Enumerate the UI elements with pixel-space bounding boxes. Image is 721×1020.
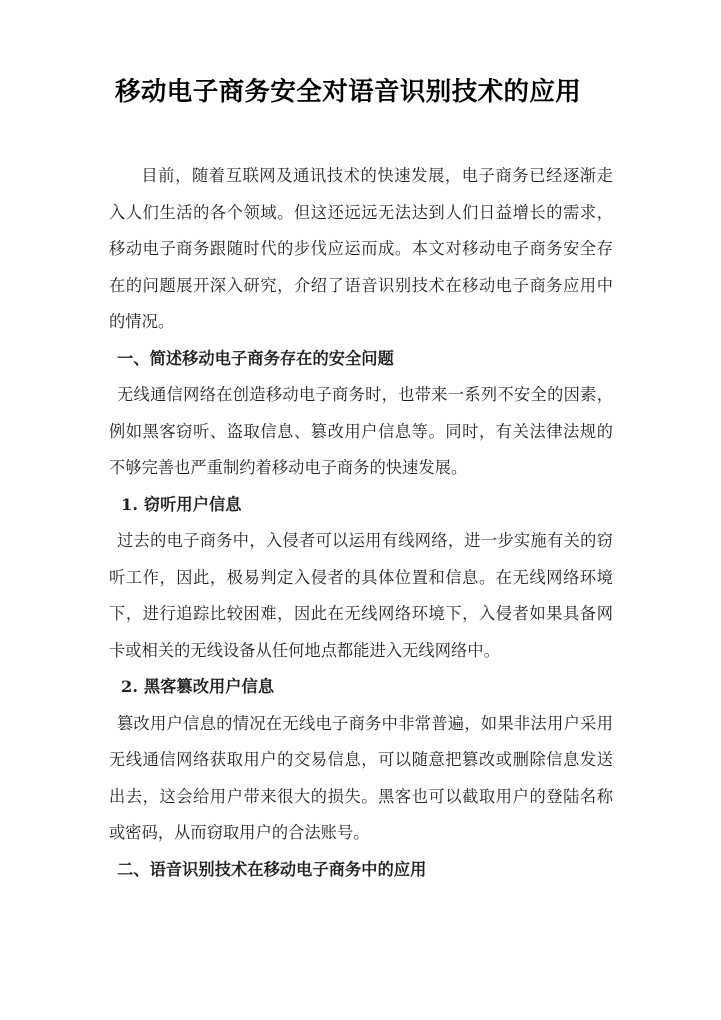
paragraph-abstract: 目前，随着互联网及通讯技术的快速发展，电子商务已经逐渐走入人们生活的各个领域。但这还远远无法达到人们日益增长的需求，移动电子商务跟随时代的步伐应运而成。本文对移动电子商务安全存在的问题展开深入研究，介绍了语音识别技术在移动电子商务应用中的情况。: [109, 166, 613, 331]
title-spacer: [109, 110, 613, 158]
section-heading-two: 二、语音识别技术在移动电子商务中的应用: [117, 859, 427, 879]
paragraph-eavesdropping: 过去的电子商务中，入侵者可以运用有线网络，进一步实施有关的窃听工作，因此，极易判定入侵者的具体位置和信息。在无线网络环境下，进行追踪比较困难，因此在无线网络环境下，入侵者如果具备网卡或相关的无线设备从任何地点都能进入无线网络中。: [109, 531, 613, 660]
document-body: [109, 74, 613, 888]
paragraph-section-one-intro: 无线通信网络在创造移动电子商务时，也带来一系列不安全的因素，例如黑客窃听、盗取信息、篡改用户信息等。同时，有关法律法规的不够完善也严重制约着移动电子商务的快速发展。: [109, 385, 613, 477]
page-title: 移动电子商务安全对语音识别技术的应用: [115, 77, 582, 107]
subsection-heading-1-1: 1. 窃听用户信息: [121, 494, 242, 514]
paragraph-tampering: 篡改用户信息的情况在无线电子商务中非常普遍，如果非法用户采用无线通信网络获取用户的交易信息，可以随意把篡改或删除信息发送出去，这会给用户带来很大的损失。黑客也可以截取用户的登陆名称或密码，从而窃取用户的合法账号。: [109, 713, 613, 842]
subsection-heading-1-2: 2. 黑客篡改用户信息: [121, 677, 275, 696]
section-heading-one: 一、简述移动电子商务存在的安全问题: [117, 348, 394, 368]
